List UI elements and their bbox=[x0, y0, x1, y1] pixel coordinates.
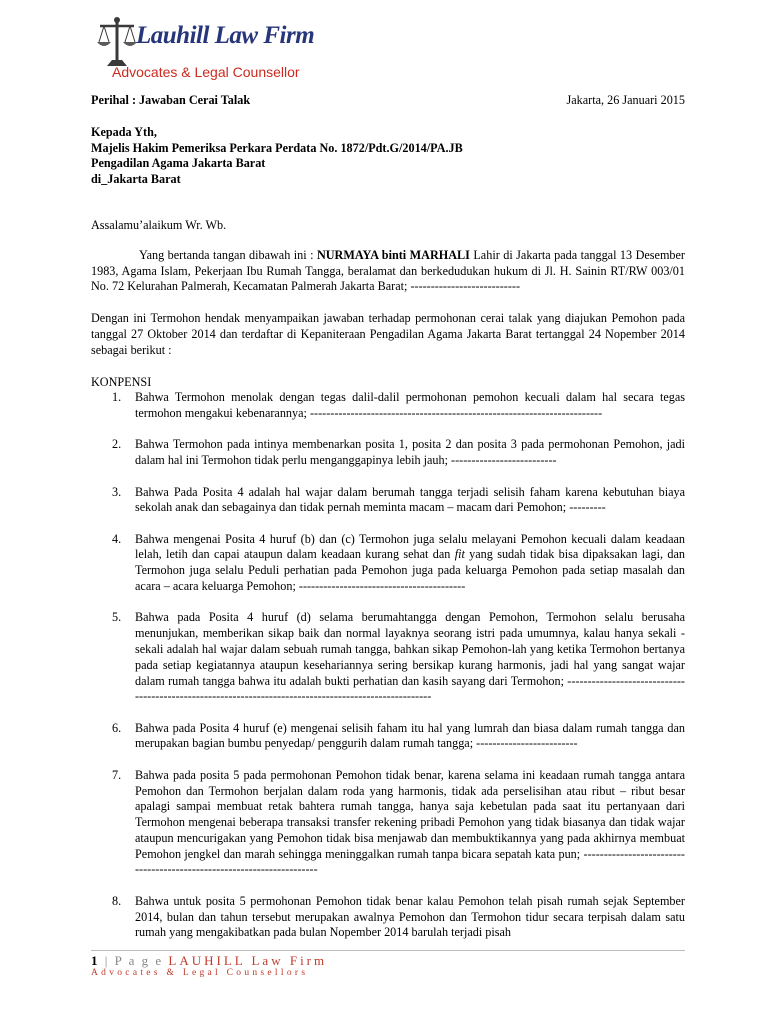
item-number: 4. bbox=[112, 531, 122, 546]
letterhead bbox=[96, 14, 396, 84]
item-text: Bahwa Termohon pada intinya membenarkan posita 1, posita 2 dan posita 3 pada permohonan Pemohon, jadi dalam hal ini Termohon tidak perlu menganggapinya lebih jauh; -------------------------- bbox=[135, 437, 685, 468]
recipient-line: di_Jakarta Barat bbox=[91, 172, 181, 187]
list-item bbox=[91, 721, 685, 753]
list-item bbox=[91, 610, 685, 705]
footer-separator: | bbox=[99, 953, 115, 968]
footer-page-word: P a g e bbox=[114, 953, 164, 968]
recipient-line: Kepada Yth, bbox=[91, 124, 157, 139]
letter-place-date: Jakarta, 26 Januari 2015 bbox=[566, 93, 685, 107]
item-text: Bahwa untuk posita 5 permohonan Pemohon tidak benar kalau Pemohon telah pisah rumah sejak September 2014, bulan dan tahun tersebut merupakan awalnya Pemohon dan Termohon tidur secara terpisah dalam satu rumah yang mengakibatkan pada bulan Nopember 2014 barulah terjadi pisah bbox=[135, 893, 685, 940]
firm-logo-title: Lauhill Law Firm bbox=[136, 22, 315, 49]
item-number: 6. bbox=[112, 720, 122, 735]
recipient-line: Pengadilan Agama Jakarta Barat bbox=[91, 156, 266, 171]
greeting: Assalamu’alaikum Wr. Wb. bbox=[91, 217, 227, 232]
list-item bbox=[91, 768, 685, 879]
page-number: 1 bbox=[91, 953, 100, 968]
recipient-line: Majelis Hakim Pemeriksa Perkara Perdata No. 1872/Pdt.G/2014/PA.JB bbox=[91, 140, 463, 155]
firm-logo-subtitle: Advocates & Legal Counsellor bbox=[112, 64, 300, 80]
scales-of-justice-icon bbox=[96, 16, 138, 68]
item-text: Bahwa pada Posita 4 huruf (d) selama berumahtangga dengan Pemohon, Termohon selalu berusaha menunjukan, memberikan sikap baik dan normal layaknya seorang istri pada umumnya, kalau hanya sekali - sekali adalah hal wajar dalam sebuah rumah tangga, bahkan sikap Pemohon-lah yang ketika Termohon bertanya pada setiap kegiatannya ataupun kesehariannya sering bersikap kurang harmonis, jadi hal yang sangat wajar dalam rumah tangga bahwa itu adalah bukti perhatian dan kasih sayang dari Termohon; ------------------------------------------------------------------------------------------------------ bbox=[135, 610, 685, 704]
item-text: Bahwa Pada Posita 4 adalah hal wajar dalam berumah tangga terjadi selisih faham karena kebutuhan biaya sekolah anak dan sebagainya dan tidak pernah meminta macam – macam dari Pemohon; --------- bbox=[135, 484, 685, 515]
footer-divider bbox=[91, 950, 685, 951]
item-number: 5. bbox=[112, 610, 122, 625]
list-item bbox=[91, 390, 685, 422]
list-item bbox=[91, 894, 685, 941]
item-text: yang sudah tidak bisa dipaksakan lagi, dan Termohon juga selalu Peduli perhatian pada Pemohon juga pada keluarga Pemohon pada setiap masalah dan acara – acara keluarga Pemohon; ----------------------------------------- bbox=[135, 547, 685, 594]
list-item bbox=[91, 485, 685, 517]
intro-prefix: Yang bertanda tangan dibawah ini : bbox=[139, 247, 317, 262]
footer-tagline: Advocates & Legal Counsellors bbox=[91, 968, 309, 978]
intro-suffix: Lahir di Jakarta pada tanggal 13 Desember 1983, Agama Islam, Pekerjaan Ibu Rumah Tangga, beralamat dan berkedudukan hukum di Jl. H. Sainin RT/RW 003/01 No. 72 Kelurahan Palmerah, Kecamatan Palmerah Jakarta Barat; --------------------------- bbox=[91, 247, 685, 294]
footer-page-line bbox=[91, 953, 327, 969]
item-number: 7. bbox=[112, 767, 122, 782]
list-item bbox=[91, 532, 685, 595]
page-footer bbox=[91, 953, 327, 978]
item-number: 1. bbox=[112, 390, 122, 405]
item-text: Bahwa mengenai Posita 4 huruf (b) dan (c) Termohon juga selalu melayani Pemohon kecuali dalam keadaan lelah, letih dan capai ataupun dalam keadaan kurang sehat dan bbox=[135, 531, 685, 562]
opening-paragraph: Dengan ini Termohon hendak menyampaikan jawaban terhadap permohonan cerai talak yang diajukan Pemohon pada tanggal 27 Oktober 2014 dan terdaftar di Kepaniteraan Pengadilan Agama Jakarta Barat tertanggal 24 Nopember 2014 sebagai berikut : bbox=[91, 311, 685, 357]
item-number: 2. bbox=[112, 437, 122, 452]
letter-subject: Perihal : Jawaban Cerai Talak bbox=[91, 93, 251, 107]
item-number: 3. bbox=[112, 484, 122, 499]
list-item bbox=[91, 437, 685, 469]
item-number: 8. bbox=[112, 893, 122, 908]
intro-paragraph bbox=[91, 248, 685, 295]
section-heading: KONPENSI bbox=[91, 374, 152, 389]
footer-firm-name: LAUHILL Law Firm bbox=[168, 953, 328, 968]
item-text: Bahwa pada Posita 4 huruf (e) mengenai selisih faham itu hal yang lumrah dan biasa dalam rumah tangga dan merupakan bagian bumbu penyedap/ penggurih dalam rumah tangga; ------------------------- bbox=[135, 720, 685, 751]
letter-top-row bbox=[91, 93, 685, 109]
intro-name: NURMAYA binti MARHALI bbox=[316, 247, 470, 262]
item-text: Bahwa pada posita 5 pada permohonan Pemohon tidak benar, karena selama ini keadaan rumah tangga antara Pemohon dan Termohon berjalan dalam roda yang harmonis, tidak ada perselisihan atau ribut – ribut besar apalagi sampai membuat retak bahtera rumah tangga, hanya saja kebetulan pada saat itu pertanyaan dari Termohon mengenai beberapa transaksi transfer rekening pribadi Pemohon yang tidak biasanya dan tidak wajar ataupun mencurigakan yang Pemohon tidak bisa menjawab dan membuktikannya yang pada akhirnya membuat Pemohon jengkel dan marah sehingga meninggalkan rumah tanpa bicara sepatah kata pun; ---------------------------------------------------------------------- bbox=[135, 767, 685, 877]
letter-body bbox=[91, 93, 685, 957]
recipient-block bbox=[91, 125, 685, 188]
item-text-italic: fit bbox=[454, 547, 465, 562]
item-text: Bahwa Termohon menolak dengan tegas dalil-dalil permohonan pemohon kecuali dalam hal secara tegas termohon mengakui kebenarannya; ------------------------------------------------------------------------ bbox=[135, 390, 685, 421]
numbered-list bbox=[91, 390, 685, 941]
